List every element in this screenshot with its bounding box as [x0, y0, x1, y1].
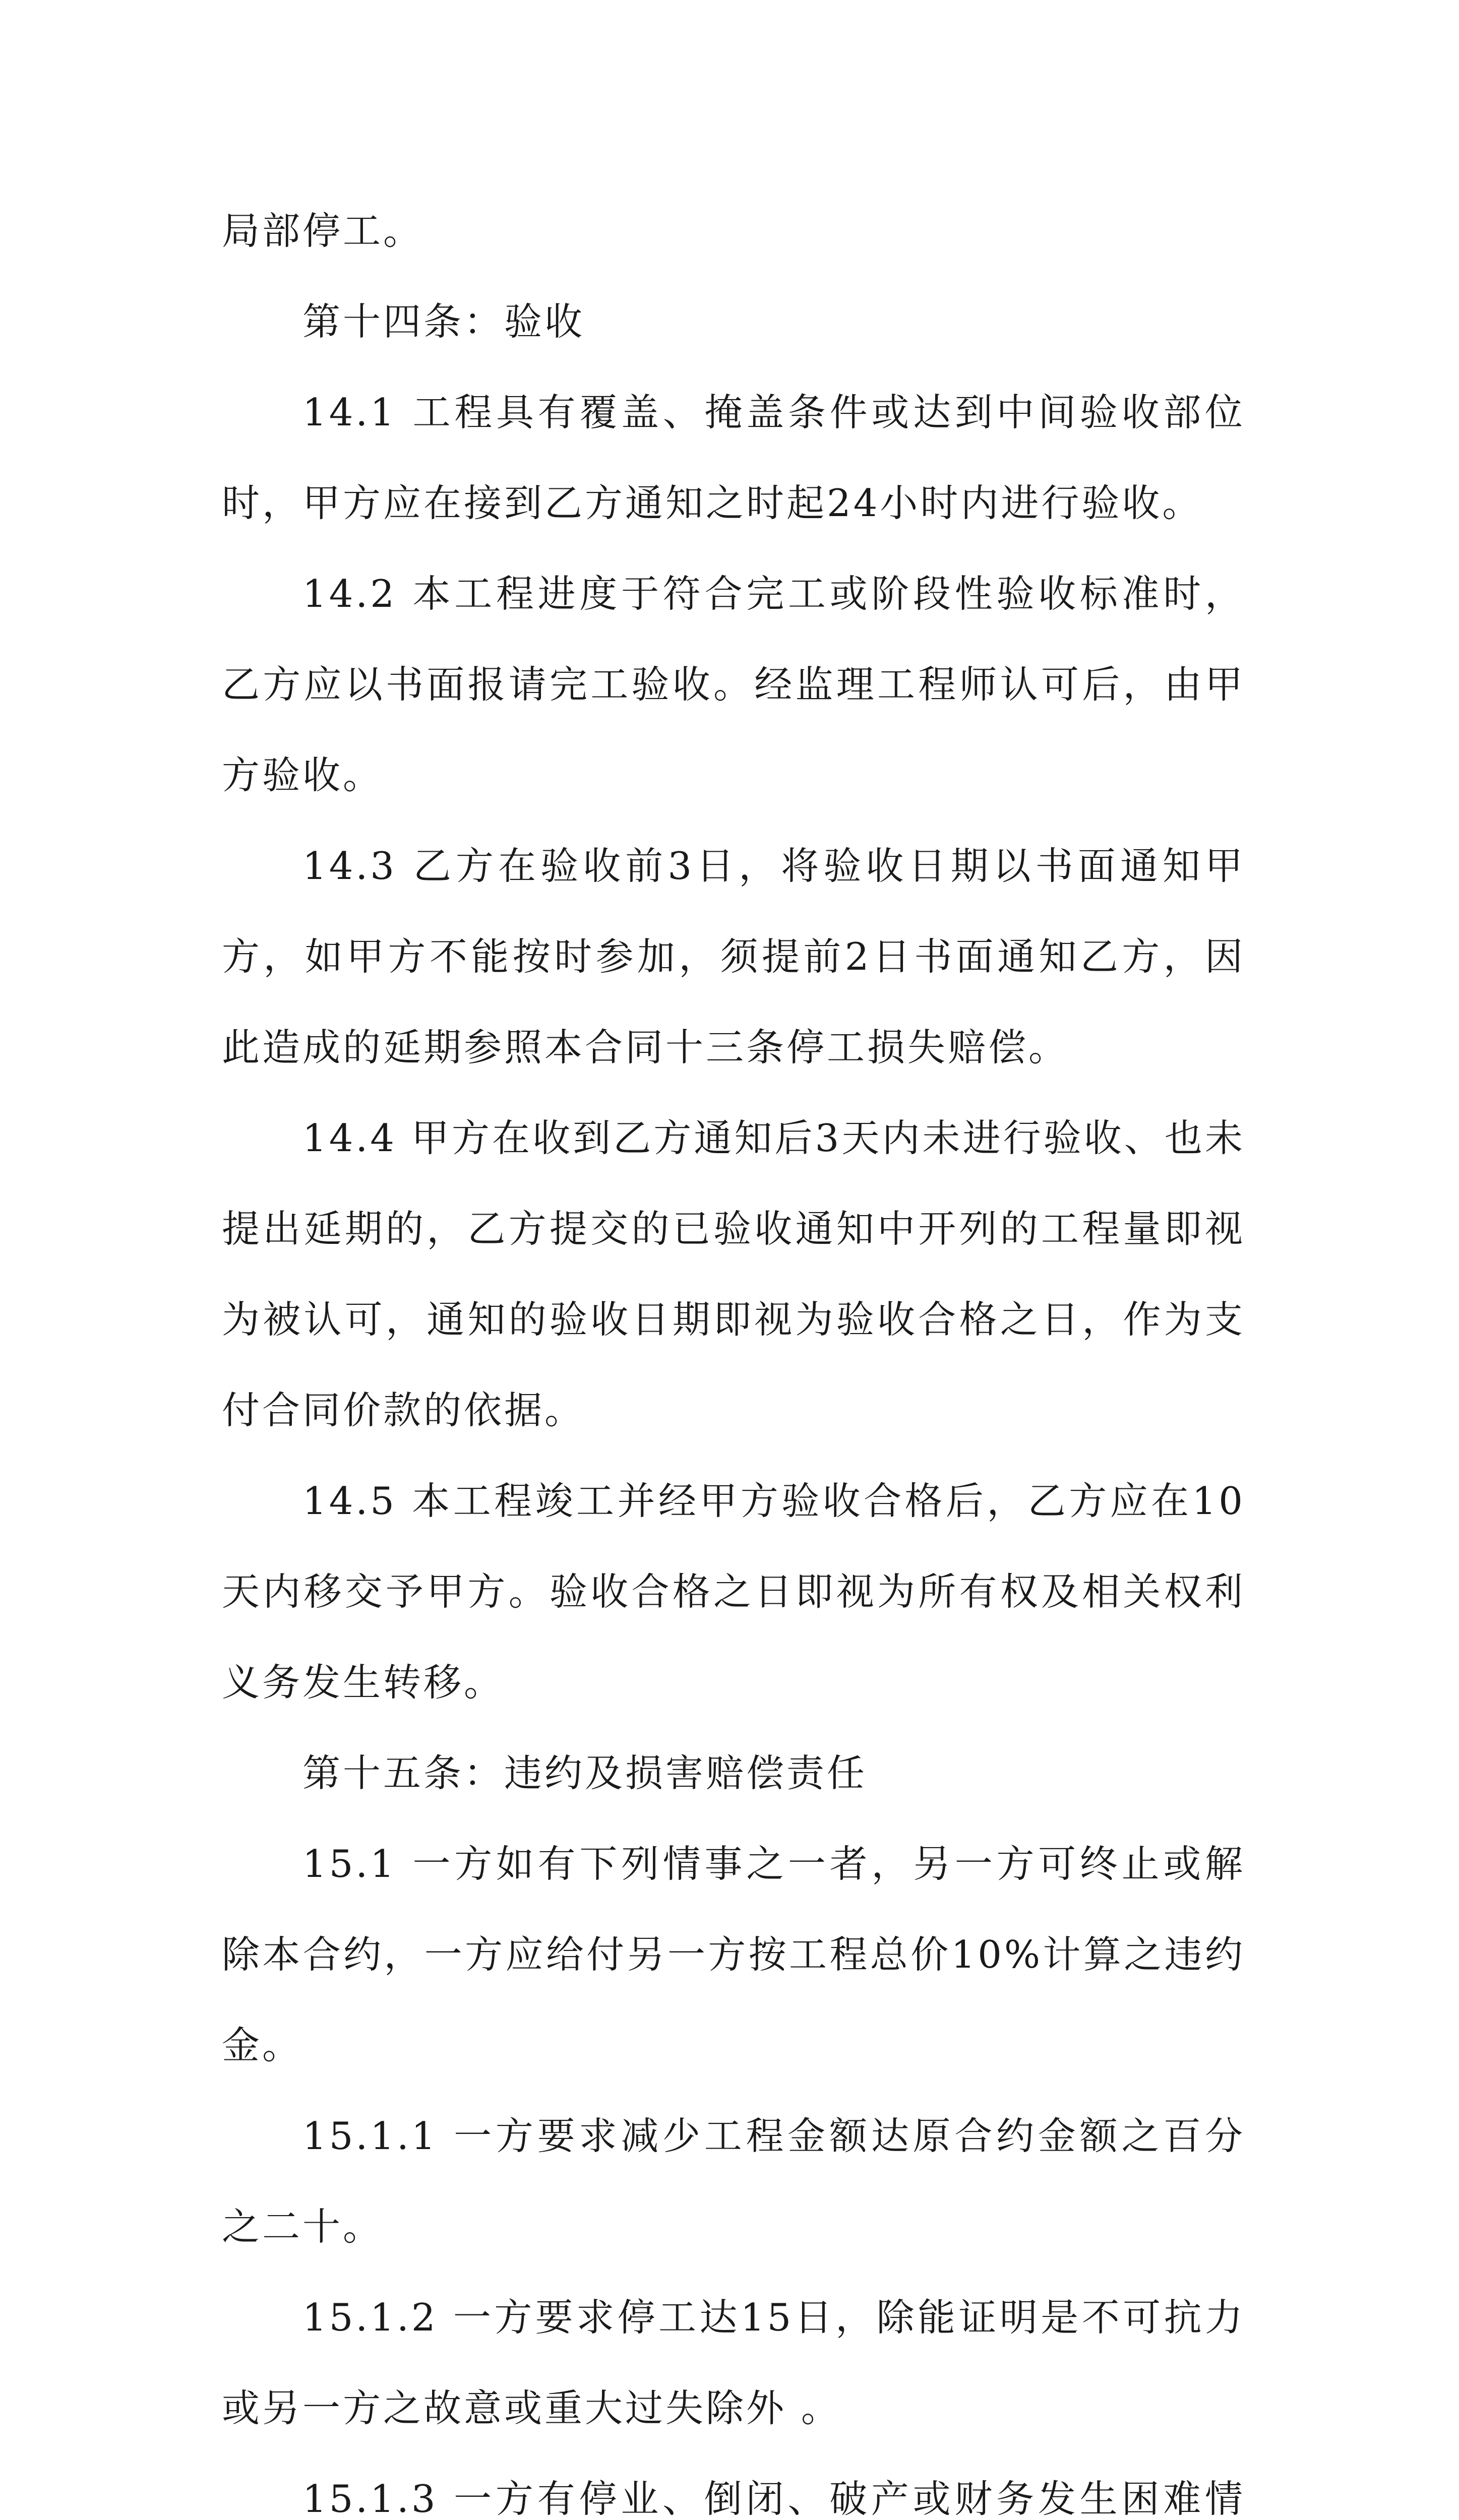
clause-15-1-1: 15.1.1 一方要求减少工程金额达原合约金额之百分之二十。 [222, 2114, 1245, 2249]
clause-14-5: 14.5 本工程竣工并经甲方验收合格后，乙方应在10天内移交予甲方。验收合格之日即视为所有权及相关权利义务发生转移。 [222, 1479, 1245, 1705]
clause-14-4: 14.4 甲方在收到乙方通知后3天内未进行验收、也未提出延期的，乙方提交的已验收通知中开列的工程量即视为被认可，通知的验收日期即视为验收合格之日，作为支付合同价款的依据。 [222, 1116, 1245, 1432]
clause-14-1: 14.1 工程具有覆盖、掩盖条件或达到中间验收部位时，甲方应在接到乙方通知之时起24小时内进行验收。 [222, 390, 1245, 525]
clause-15-1-3: 15.1.3 一方有停业、倒闭、破产或财务发生困难情 [302, 2477, 1245, 2520]
paragraph-continuation: 局部停工。 [222, 209, 424, 253]
clause-14-3: 14.3 乙方在验收前3日，将验收日期以书面通知甲方，如甲方不能按时参加，须提前2日书面通知乙方，因此造成的延期参照本合同十三条停工损失赔偿。 [222, 844, 1245, 1069]
clause-15-1: 15.1 一方如有下列情事之一者，另一方可终止或解除本合约，一方应给付另一方按工程总价10%计算之违约金。 [222, 1842, 1245, 2067]
article-15-heading: 第十五条：违约及损害赔偿责任 [302, 1751, 868, 1795]
article-14-heading: 第十四条：验收 [302, 299, 585, 344]
clause-15-1-2: 15.1.2 一方要求停工达15日，除能证明是不可抗力或另一方之故意或重大过失除外 。 [222, 2295, 1245, 2430]
clause-14-2: 14.2 本工程进度于符合完工或阶段性验收标准时，乙方应以书面报请完工验收。经监理工程师认可后，由甲方验收。 [222, 572, 1245, 797]
document-body [222, 185, 1245, 2520]
